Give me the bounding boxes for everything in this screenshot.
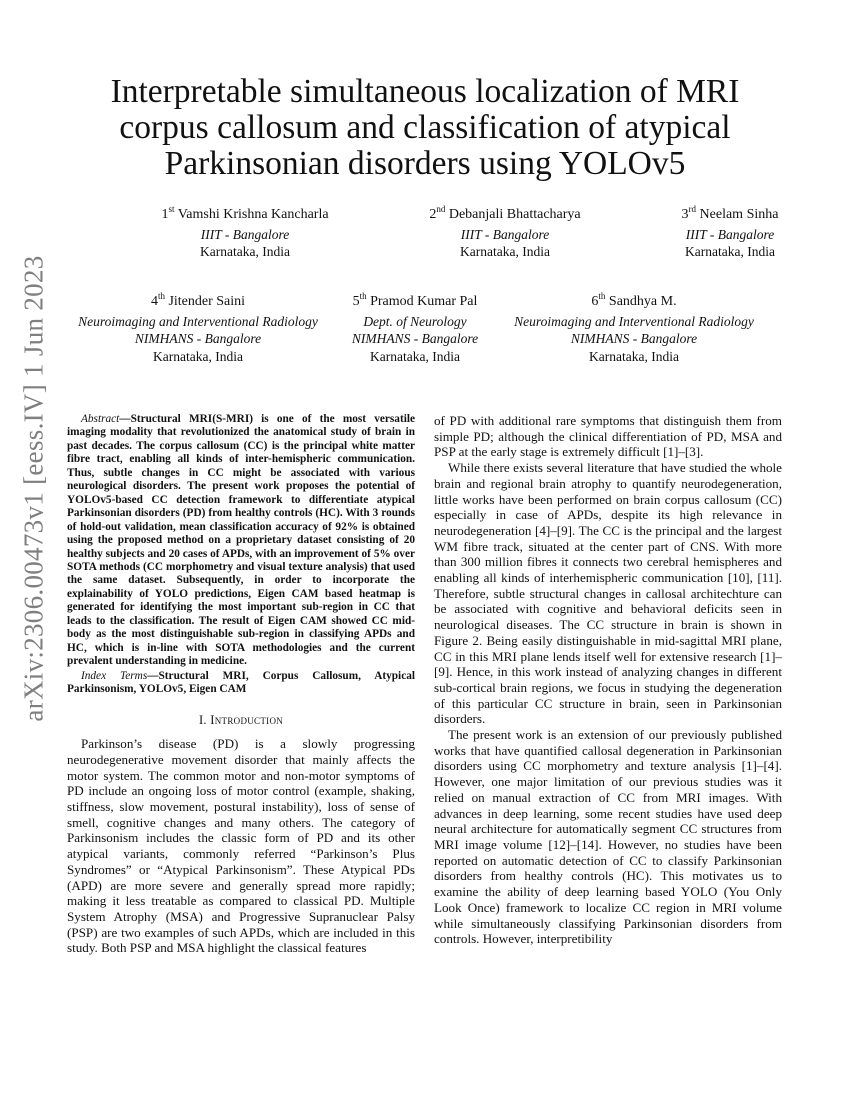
section-heading-introduction: I. Introduction [198, 712, 284, 727]
paper-title [80, 74, 770, 182]
author-affiliation: IIIT - Bangalore [460, 226, 550, 242]
author-location: Karnataka, India [153, 348, 243, 364]
author-location: Karnataka, India [589, 348, 679, 364]
author-block-1: 1st Vamshi Krishna Kancharla IIIT - Bangalore Karnataka, India [140, 206, 350, 261]
right-column [434, 413, 782, 947]
author-institution: NIMHANS - Bangalore [351, 331, 479, 346]
author-block-4: 4th Jitender Saini Neuroimaging and Interventional Radiology NIMHANS - Bangalore Karnataka, India [66, 293, 330, 365]
author-name: Vamshi Krishna Kancharla [177, 207, 329, 222]
abstract-label: Abstract [81, 413, 120, 425]
index-terms-text: —Structural MRI, Corpus Callosum, Atypical Parkinsonism, YOLOv5, Eigen CAM [67, 669, 416, 696]
author-affiliation: Neuroimaging and Interventional Radiology [78, 313, 318, 329]
abstract-text: —Structural MRI(S-MRI) is one of the most versatile imaging modality that revolutionized the anatomical study of brain in past decades. The corpus callosum (CC) is the principal white matter fibre tract, enabling all kinds of inter-hemispheric communication. Thus, subtle changes in CC might be associated with various neurological disorders. The present work proposes the potential of YOLOv5-based CC detection framework to differentiate atypical Parkinsonian disorders (PD) from healthy controls (HC). With 3 rounds of hold-out validation, mean classification accuracy of 92% is obtained using the proposed method on a proprietary dataset consisting of 20 healthy subjects and 20 cases of APDs, with an improvement of 5% over SOTA methods (CC morphometry and visual texture analysis) that used the same dataset. Subsequently, in order to incorporate the explainability of YOLO predictions, Eigen CAM based heatmap is generated for identifying the most important sub-region in CC that leads to the classification. The result of Eigen CAM showed CC mid-body as the most distinguishable sub-region in classifying APDs and HC, which is in-line with SOTA methodologies and the current prevalent understanding in medicine. [67, 413, 415, 668]
author-location: Karnataka, India [685, 244, 775, 259]
body-paragraph: of PD with additional rare symptoms that distinguish them from simple PD; although the clinical differentiation of PD, MSA and PSP at the early stage is extremely difficult [1]–[3]. [434, 413, 782, 460]
index-terms-label: Index Terms [81, 669, 148, 682]
author-block-5: 5th Pramod Kumar Pal Dept. of Neurology NIMHANS - Bangalore Karnataka, India [330, 293, 500, 365]
author-affiliation: IIIT - Bangalore [200, 226, 290, 242]
abstract [67, 413, 415, 669]
author-name: Jitender Saini [168, 294, 246, 309]
title-line: Interpretable simultaneous localization of MRI [110, 73, 740, 110]
title-line: corpus callosum and classification of atypical [119, 109, 731, 146]
author-institution: NIMHANS - Bangalore [570, 331, 698, 346]
arxiv-identifier: arXiv:2306.00473v1 [eess.IV] 1 Jun 2023 [18, 254, 49, 722]
author-name: Neelam Sinha [699, 207, 779, 222]
author-name: Sandhya M. [608, 294, 677, 309]
author-institution: NIMHANS - Bangalore [134, 331, 262, 346]
author-name: Debanjali Bhattacharya [448, 207, 581, 222]
author-location: Karnataka, India [370, 348, 460, 364]
author-block-3: 3rd Neelam Sinha IIIT - Bangalore Karnataka, India [655, 206, 805, 261]
author-affiliation: Dept. of Neurology [363, 313, 467, 329]
author-location: Karnataka, India [200, 244, 290, 259]
author-affiliation: Neuroimaging and Interventional Radiology [514, 313, 754, 329]
author-block-2: 2nd Debanjali Bhattacharya IIIT - Bangalore Karnataka, India [400, 206, 610, 261]
body-paragraph: Parkinson’s disease (PD) is a slowly progressing neurodegenerative movement disorder that mainly affects the motor system. The common motor and non-motor symptoms of PD include an ongoing loss of motor control (example, shaking, stiffness, slow movement, postural instability), loss of sense of smell, cognitive changes and many others. The category of Parkinsonism includes the classic form of PD and its other atypical variants, commonly referred “Parkinson’s Plus Syndromes” or “Atypical Parkinsonism”. These Atypical PDs (APD) are more severe and generally spread more rapidly; making it less treatable as compared to classical PD. Multiple System Atrophy (MSA) and Progressive Supranuclear Palsy (PSP) are two examples of such APDs, which are included in this study. Both PSP and MSA highlight the classical features [67, 736, 415, 956]
author-location: Karnataka, India [460, 244, 550, 259]
author-block-6: 6th Sandhya M. Neuroimaging and Interventional Radiology NIMHANS - Bangalore Karnataka, India [500, 293, 768, 365]
body-paragraph: The present work is an extension of our previously published works that have quantified callosal degeneration in Parkinsonian disorders using CC morphometry and texture analysis [1]–[4]. However, one major limitation of our previous studies was it relied on manual extraction of CC from MRI images. With advances in deep learning, some recent studies have used deep neural architecture for automatically segment CC structures from MRI image volume [12]–[14]. However, no studies have been reported on automatic detection of CC to classify Parkinsonian disorders from healthy controls (HC). This motivates us to examine the ability of deep learning based YOLO (You Only Look Once) framework to localize CC region in MRI volume while simultaneously classifying Parkinsonian disorders from controls. However, interpretibility [434, 727, 782, 947]
left-column [67, 413, 415, 956]
index-terms [67, 670, 415, 697]
author-name: Pramod Kumar Pal [370, 294, 478, 309]
body-paragraph: While there exists several literature that have studied the whole brain and regional brain atrophy to quantify neurodegeneration, little works have been performed on brain corpus callosum (CC) especially in case of APDs, despite its high relevance in neurodegeneration [4]–[9]. The CC is the principal and the largest WM fibre track, situated at the center part of CNS. With more than 300 million fibres it connects two cerebral hemispheres and enabling all kinds of interhemispheric communication [10], [11]. Therefore, subtle structural changes in callosal architechture can be associated with cognitive and behavioral deficits seen in neurological diseases. The CC structure in brain is shown in Figure 2. Being easily distinguishable in mid-sagittal MRI plane, CC in this MRI plane lends itself well for extensive research [1]–[9]. Hence, in this work instead of analyzing changes in different sub-cortical brain regions, we focus in studying the degeneration of this particular CC structure in brain, seen in Parkinsonian disorders. [434, 460, 782, 727]
author-affiliation: IIIT - Bangalore [685, 226, 775, 242]
title-line: Parkinsonian disorders using YOLOv5 [164, 145, 686, 182]
